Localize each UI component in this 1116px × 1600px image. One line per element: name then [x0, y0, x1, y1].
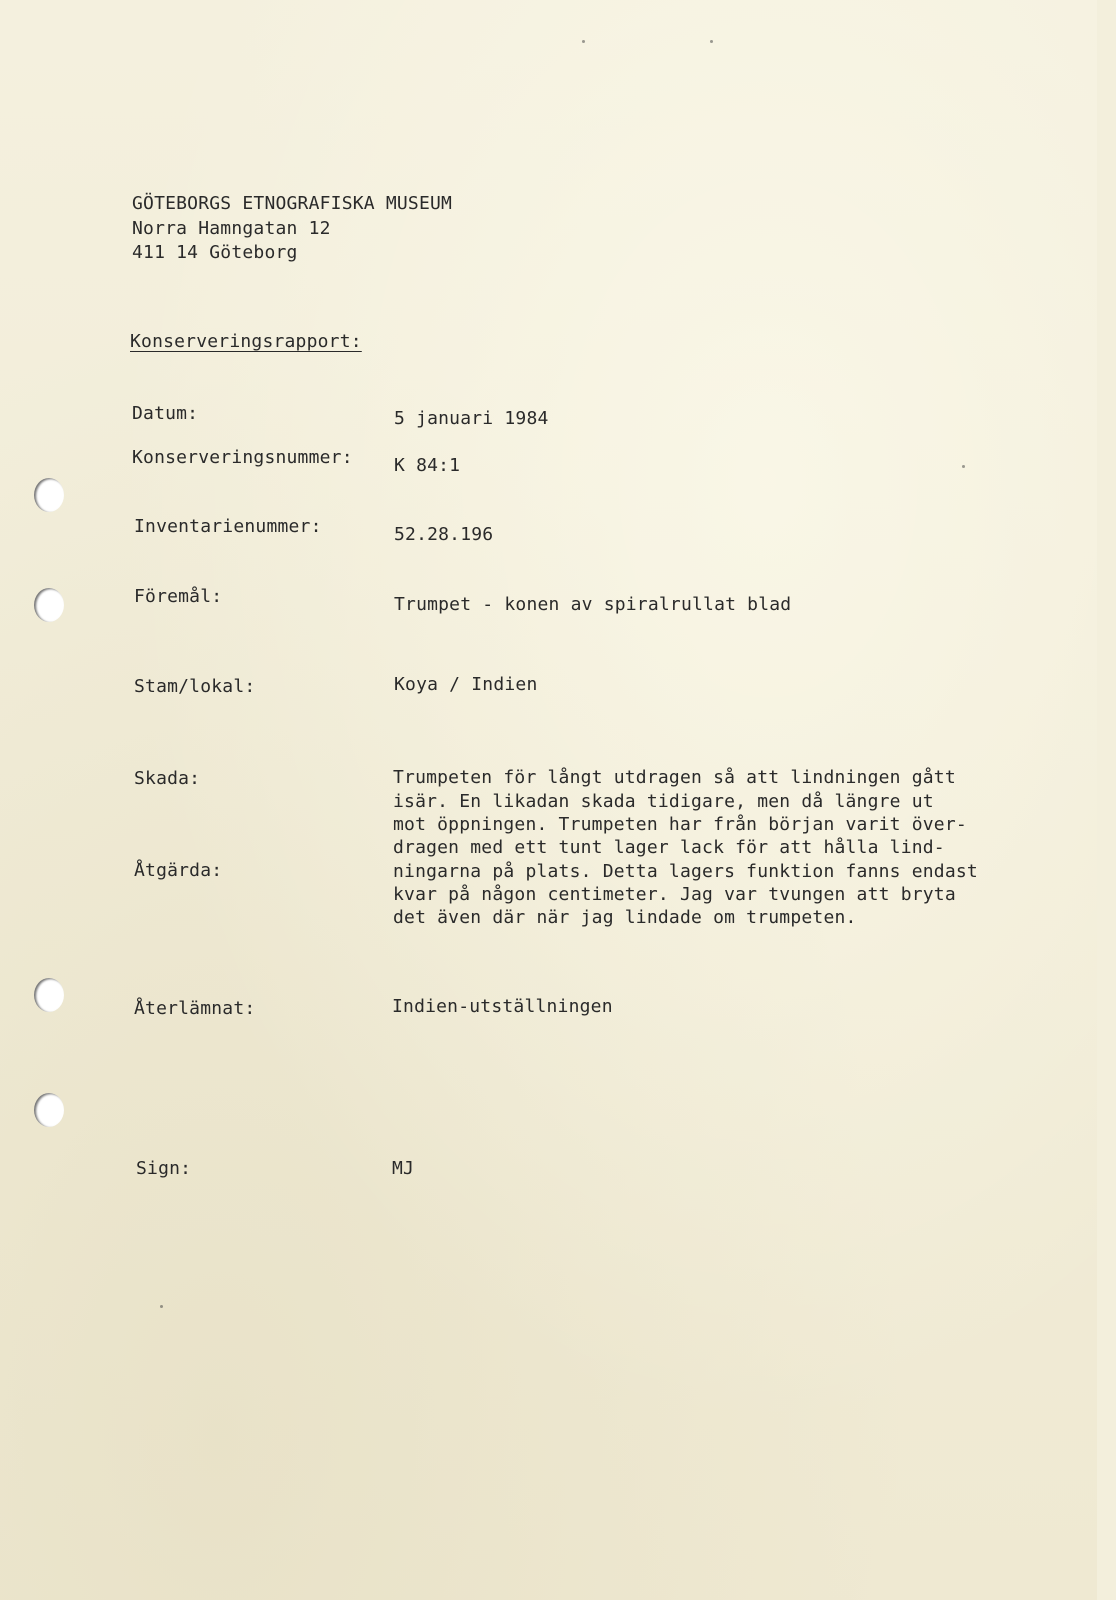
punch-hole — [34, 588, 64, 622]
inventarienummer-label: Inventarienummer: — [134, 516, 322, 537]
aterlamnat-value: Indien-utställningen — [392, 996, 613, 1017]
stam-lokal-label: Stam/lokal: — [134, 676, 256, 697]
skada-label: Skada: — [134, 768, 201, 789]
paper-speck — [710, 40, 713, 43]
punch-hole — [34, 478, 64, 512]
damage-line: det även där när jag lindade om trumpeten. — [393, 907, 857, 928]
konserveringsnummer-label: Konserveringsnummer: — [132, 447, 353, 468]
konserveringsnummer-value: K 84:1 — [394, 455, 461, 476]
damage-line: mot öppningen. Trumpeten har från början varit över- — [393, 814, 967, 835]
datum-value: 5 januari 1984 — [394, 408, 549, 429]
stam-lokal-value: Koya / Indien — [394, 674, 538, 695]
damage-line: ningarna på plats. Detta lagers funktion fanns endast — [393, 861, 978, 882]
punch-hole — [34, 1093, 64, 1127]
institution-name: GÖTEBORGS ETNOGRAFISKA MUSEUM — [132, 193, 453, 214]
report-title: Konserveringsrapport: — [130, 331, 362, 352]
damage-line: kvar på någon centimeter. Jag var tvungen att bryta — [393, 884, 956, 905]
foremal-value: Trumpet - konen av spiralrullat blad — [394, 594, 792, 615]
datum-label: Datum: — [132, 403, 199, 424]
aterlamnat-label: Återlämnat: — [134, 998, 256, 1019]
paper-speck — [160, 1305, 163, 1308]
foremal-label: Föremål: — [134, 586, 223, 607]
street-address: Norra Hamngatan 12 — [132, 218, 331, 239]
city-address: 411 14 Göteborg — [132, 242, 298, 263]
damage-line: dragen med ett tunt lager lack för att hålla lind- — [393, 837, 945, 858]
punch-hole — [34, 978, 64, 1012]
damage-line: isär. En likadan skada tidigare, men då längre ut — [393, 791, 934, 812]
paper-speck — [582, 40, 585, 43]
atgarda-label: Åtgärda: — [134, 860, 223, 881]
sign-value: MJ — [392, 1158, 415, 1179]
inventarienummer-value: 52.28.196 — [394, 524, 494, 545]
sign-label: Sign: — [136, 1158, 192, 1179]
damage-line: Trumpeten för långt utdragen så att lindningen gått — [393, 767, 956, 788]
paper-speck — [962, 465, 965, 468]
